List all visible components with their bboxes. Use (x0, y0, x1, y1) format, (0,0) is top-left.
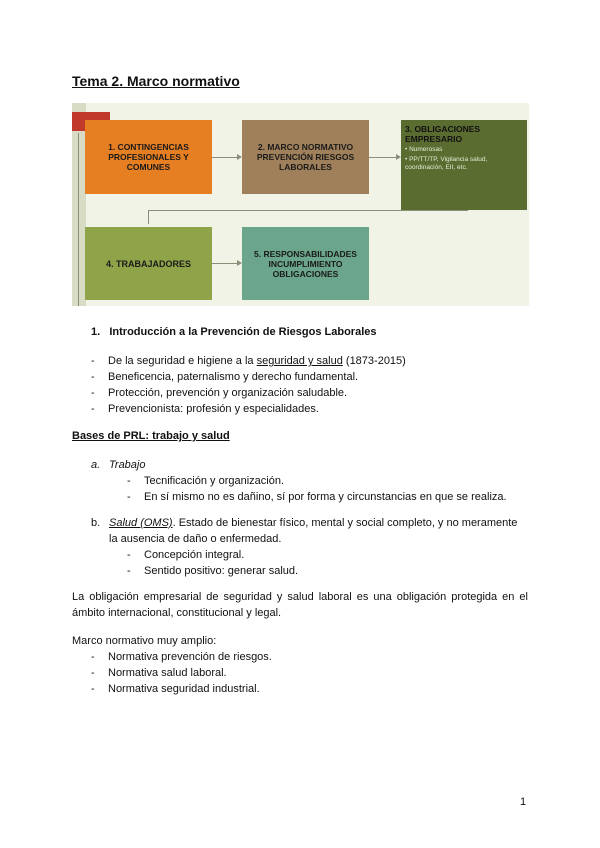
list-dash: - (127, 549, 131, 561)
list-item (127, 489, 507, 505)
list-dash: - (91, 667, 95, 679)
list-text: Prevencionista: profesión y especialidades. (108, 403, 319, 415)
item-marker: b. (91, 517, 101, 529)
list-text: Beneficencia, paternalismo y derecho fundamental. (108, 371, 359, 383)
list-item (127, 473, 507, 489)
list-text: Normativa salud laboral. (108, 667, 227, 679)
diagram-box-marco-normativo: 2. MARCO NORMATIVO PREVENCIÓN RIESGOS LABORALES (242, 120, 369, 194)
list-dash: - (91, 651, 95, 663)
list-dash: - (91, 403, 95, 415)
list-dash: - (127, 475, 131, 487)
connector-down (148, 210, 149, 224)
list-item (91, 649, 272, 665)
slide-decor-line (78, 133, 79, 306)
diagram-slide (72, 103, 529, 306)
section-number: 1. (91, 326, 101, 338)
obligaciones-title: 3. OBLIGACIONES EMPRESARIO (405, 124, 481, 144)
list-dash: - (91, 387, 95, 399)
list-dash: - (127, 565, 131, 577)
page-title: Tema 2. Marco normativo (72, 73, 240, 89)
list-text: Normativa seguridad industrial. (108, 683, 260, 695)
list-dash: - (91, 371, 95, 383)
bases-heading: Bases de PRL: trabajo y salud (72, 430, 230, 442)
obligaciones-item: • Numerosas (405, 146, 443, 153)
list-text: Protección, prevención y organización saludable. (108, 387, 348, 399)
arrow-1-2 (212, 157, 237, 158)
list-item (91, 353, 406, 369)
list-text: (1873-2015) (342, 355, 406, 367)
list-item (91, 681, 272, 697)
list-text: De la seguridad e higiene a la (108, 355, 257, 367)
connector-horizontal (148, 210, 468, 211)
dash-list (91, 353, 406, 417)
list-text: Sentido positivo: generar salud. (144, 565, 299, 577)
diagram-box-contingencias: 1. CONTINGENCIAS PROFESIONALES Y COMUNES (85, 120, 212, 194)
list-item (91, 665, 272, 681)
list-item (127, 547, 298, 563)
list-item (127, 563, 298, 579)
list-item (91, 369, 406, 385)
list-text: Normativa prevención de riesgos. (108, 651, 272, 663)
list-item (91, 385, 406, 401)
section-title: Introducción a la Prevención de Riesgos Laborales (109, 326, 377, 338)
section-heading (91, 326, 377, 338)
list-text: Tecnificación y organización. (144, 475, 285, 487)
marco-intro: Marco normativo muy amplio: (72, 635, 217, 647)
diagram-box-obligaciones (401, 120, 527, 210)
underlined-text: seguridad y salud (256, 355, 343, 367)
diagram-box-responsabilidades: 5. RESPONSABILIDADES INCUMPLIMIENTO OBLIGACIONES (242, 227, 369, 300)
bases-item-b (91, 515, 528, 531)
list-dash: - (91, 683, 95, 695)
bases-item-a (91, 457, 146, 473)
list-dash: - (91, 355, 95, 367)
item-label: Trabajo (109, 459, 146, 471)
marco-list (91, 649, 272, 697)
page-number: 1 (520, 796, 527, 808)
item-b-text (109, 515, 528, 531)
body-paragraph: La obligación empresarial de seguridad y salud laboral es una obligación protegida en el ámbito internacional, constitucional y legal. (72, 591, 528, 619)
item-b-continuation: la ausencia de daño o enfermedad. (109, 533, 282, 545)
list-text: Concepción integral. (144, 549, 245, 561)
bases-b-list (127, 547, 298, 579)
obligaciones-item: • PP/TT/TP, Vigilancia salud, coordinación, EII, etc. (405, 156, 488, 171)
list-item (91, 401, 406, 417)
slide-left-band (72, 103, 86, 306)
arrow-4-5 (212, 263, 237, 264)
diagram-box-trabajadores: 4. TRABAJADORES (85, 227, 212, 300)
item-text: . Estado de bienestar físico, mental y social completo, y no meramente (172, 517, 518, 529)
list-dash: - (127, 491, 131, 503)
list-text: En sí mismo no es dañino, sí por forma y circunstancias en que se realiza. (144, 491, 507, 503)
item-label: Salud (OMS) (109, 517, 173, 529)
bases-a-list (127, 473, 507, 505)
arrow-2-3 (369, 157, 396, 158)
item-marker: a. (91, 459, 101, 471)
